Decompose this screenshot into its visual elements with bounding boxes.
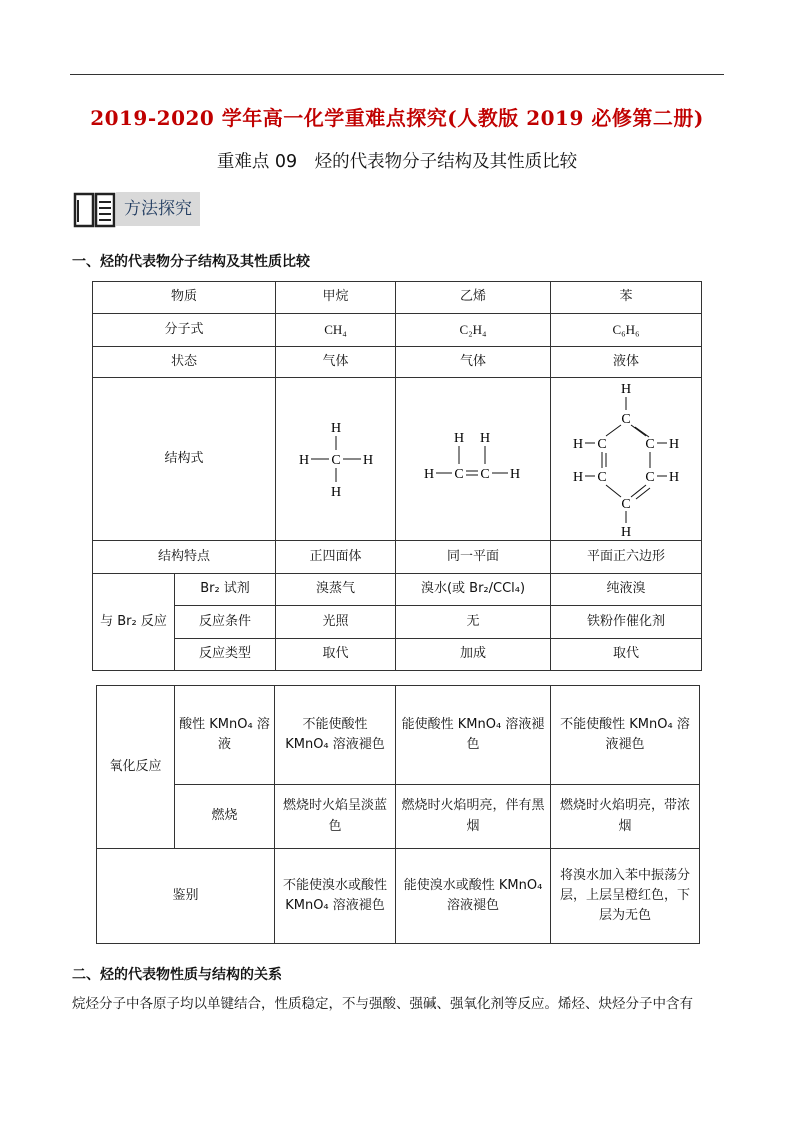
structure-label: 结构式 xyxy=(93,378,276,541)
state-benzene: 液体 xyxy=(551,347,702,378)
atom-label: C xyxy=(330,453,341,468)
atom-label: H xyxy=(479,431,491,446)
br2-condition-label: 反应条件 xyxy=(175,606,276,639)
feature-benzene: 平面正六边形 xyxy=(551,541,702,574)
table-row xyxy=(93,314,702,347)
atom-label: H xyxy=(330,485,341,500)
table-row xyxy=(93,606,702,639)
combustion-ethylene: 燃烧时火焰明亮，伴有黑烟 xyxy=(396,785,551,849)
identify-benzene: 将溴水加入苯中振荡分层，上层呈橙红色，下层为无色 xyxy=(551,849,700,944)
structure-benzene xyxy=(551,378,702,541)
formula-benzene: C₆H₆ xyxy=(551,314,702,347)
table-row xyxy=(93,282,702,314)
table-row xyxy=(93,378,702,541)
formula-methane: CH₄ xyxy=(276,314,396,347)
combustion-methane: 燃烧时火焰呈淡蓝色 xyxy=(275,785,396,849)
atom-label: H xyxy=(453,431,465,446)
br2-condition-methane: 光照 xyxy=(276,606,396,639)
kmno4-benzene: 不能使酸性 KMnO₄ 溶液褪色 xyxy=(551,686,700,785)
state-ethylene: 气体 xyxy=(396,347,551,378)
feature-methane: 正四面体 xyxy=(276,541,396,574)
document-title: 2019-2020 学年高一化学重难点探究(人教版 2019 必修第二册) xyxy=(90,106,704,130)
state-methane: 气体 xyxy=(276,347,396,378)
identify-methane: 不能使溴水或酸性 KMnO₄ 溶液褪色 xyxy=(275,849,396,944)
atom-label: C xyxy=(621,497,631,512)
method-label: 方法探究 xyxy=(116,192,200,226)
atom-label: C xyxy=(597,437,607,452)
header-rule xyxy=(70,74,724,75)
br2-type-ethylene: 加成 xyxy=(396,639,551,671)
atom-label: H xyxy=(572,437,584,452)
br2-condition-benzene: 铁粉作催化剂 xyxy=(551,606,702,639)
atom-label: H xyxy=(620,525,632,538)
formula-label: 分子式 xyxy=(93,314,276,347)
section1-heading: 一、烃的代表物分子结构及其性质比较 xyxy=(72,254,310,270)
section2-heading: 二、烃的代表物性质与结构的关系 xyxy=(72,967,282,983)
br2-reagent-methane: 溴蒸气 xyxy=(276,574,396,606)
header-substance: 物质 xyxy=(93,282,276,314)
document-subtitle: 重难点 09 烃的代表物分子结构及其性质比较 xyxy=(216,152,578,172)
section2-paragraph: 烷烃分子中各原子均以单键结合，性质稳定，不与强酸、强碱、强氧化剂等反应。烯烃、炔烃分子中含有 xyxy=(72,996,693,1012)
atom-label: C xyxy=(621,412,631,427)
atom-label: H xyxy=(620,382,632,397)
atom-label: C xyxy=(645,470,655,485)
feature-label: 结构特点 xyxy=(93,541,276,574)
br2-type-benzene: 取代 xyxy=(551,639,702,671)
br2-type-label: 反应类型 xyxy=(175,639,276,671)
atom-label: H xyxy=(362,453,373,468)
atom-label: C xyxy=(454,467,464,482)
atom-label: H xyxy=(572,470,584,485)
br2-reagent-ethylene: 溴水(或 Br₂/CCl₄) xyxy=(396,574,551,606)
identify-label: 鉴别 xyxy=(97,849,275,944)
table-row xyxy=(93,639,702,671)
atom-label: C xyxy=(645,437,655,452)
atom-label: H xyxy=(423,467,435,482)
atom-label: H xyxy=(509,467,521,482)
br2-condition-ethylene: 无 xyxy=(396,606,551,639)
structure-methane xyxy=(276,378,396,541)
methane-structure xyxy=(296,414,376,504)
kmno4-label: 酸性 KMnO₄ 溶液 xyxy=(175,686,275,785)
atom-label: C xyxy=(597,470,607,485)
br2-type-methane: 取代 xyxy=(276,639,396,671)
combustion-label: 燃烧 xyxy=(175,785,275,849)
atom-label: H xyxy=(298,453,309,468)
structure-ethylene xyxy=(396,378,551,541)
benzene-structure xyxy=(566,380,686,538)
atom-label: H xyxy=(330,421,341,436)
header-ethylene: 乙烯 xyxy=(396,282,551,314)
table-row xyxy=(93,541,702,574)
table-row xyxy=(97,849,700,944)
table-row xyxy=(97,686,700,785)
table-row xyxy=(93,574,702,606)
header-benzene: 苯 xyxy=(551,282,702,314)
br2-reagent-label: Br₂ 试剂 xyxy=(175,574,276,606)
hydrocarbon-comparison-table xyxy=(92,281,702,671)
br2-reagent-benzene: 纯液溴 xyxy=(551,574,702,606)
atom-label: C xyxy=(480,467,490,482)
kmno4-methane: 不能使酸性 KMnO₄ 溶液褪色 xyxy=(275,686,396,785)
header-methane: 甲烷 xyxy=(276,282,396,314)
oxidation-group-label: 氧化反应 xyxy=(97,686,175,849)
br2-group-label: 与 Br₂ 反应 xyxy=(93,574,175,671)
state-label: 状态 xyxy=(93,347,276,378)
atom-label: H xyxy=(668,470,680,485)
ethylene-structure xyxy=(421,424,525,494)
combustion-benzene: 燃烧时火焰明亮，带浓烟 xyxy=(551,785,700,849)
formula-ethylene: C₂H₄ xyxy=(396,314,551,347)
atom-label: H xyxy=(668,437,680,452)
table-row xyxy=(93,347,702,378)
kmno4-ethylene: 能使酸性 KMnO₄ 溶液褪色 xyxy=(396,686,551,785)
identify-ethylene: 能使溴水或酸性 KMnO₄ 溶液褪色 xyxy=(396,849,551,944)
feature-ethylene: 同一平面 xyxy=(396,541,551,574)
book-icon xyxy=(72,188,118,230)
table-row xyxy=(97,785,700,849)
hydrocarbon-oxidation-table xyxy=(96,685,700,944)
